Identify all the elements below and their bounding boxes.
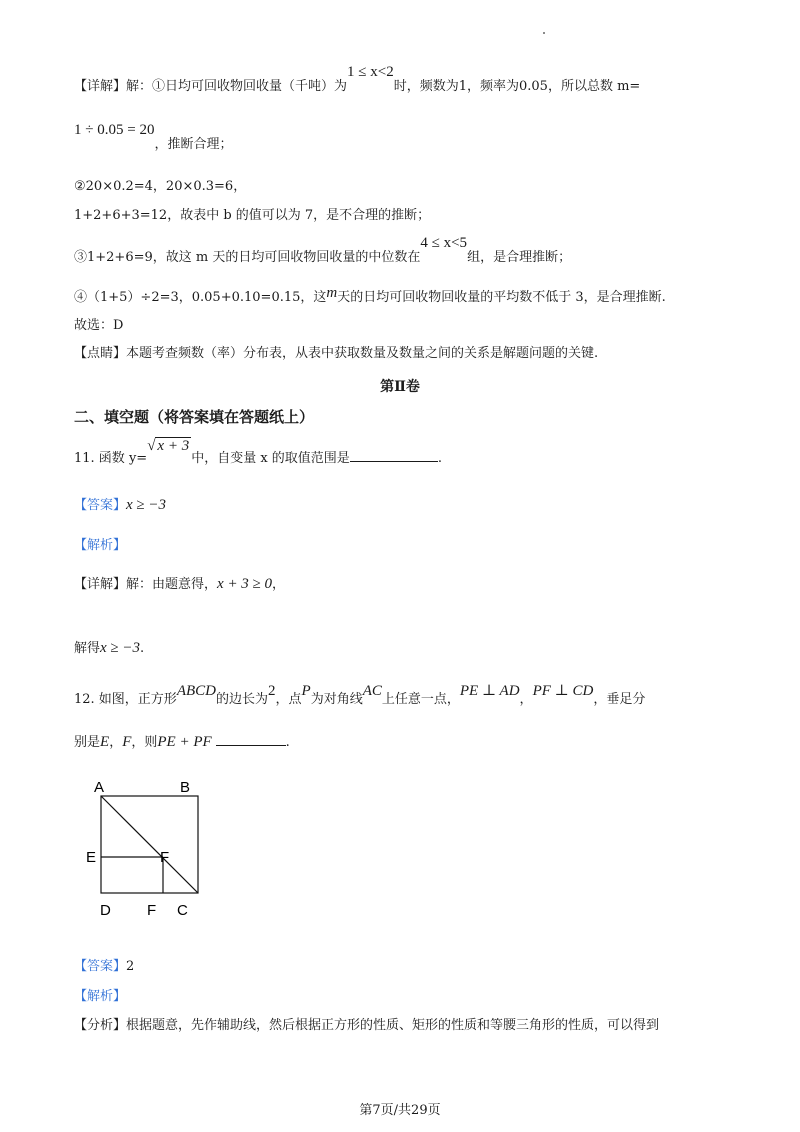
diagonal-ac bbox=[101, 796, 198, 893]
sqrt-expression: √ x + 3 bbox=[147, 438, 190, 454]
point-f-math: F bbox=[122, 734, 132, 750]
q12-text: ， bbox=[109, 735, 123, 750]
answer-tag: 【答案】 bbox=[74, 498, 127, 513]
square-name-math: ABCD bbox=[176, 683, 216, 699]
detail-comma: ， bbox=[272, 577, 286, 592]
solve-text: 解得 bbox=[74, 641, 101, 656]
detail-line-6 bbox=[74, 287, 666, 308]
section-title: 二、填空题（将答案填在答题纸上） bbox=[74, 408, 315, 426]
label-f-mid: F bbox=[160, 849, 170, 866]
q12-analysis-tag: 【解析】 bbox=[74, 989, 127, 1004]
diagonal-math: AC bbox=[362, 683, 382, 699]
range-math: 1 ≤ x<2 bbox=[347, 64, 394, 80]
answer-math: x ≥ −3 bbox=[126, 497, 167, 513]
range-math: 4 ≤ x<5 bbox=[420, 235, 468, 251]
scan-dot bbox=[543, 32, 545, 34]
q12-text: 的边长为 bbox=[215, 692, 268, 707]
detail-text: ④（1+5）÷2=3，0.05+0.10=0.15，这 bbox=[74, 290, 327, 305]
dianjing-line bbox=[74, 344, 598, 364]
question-12-line-1 bbox=[74, 683, 646, 710]
question-11 bbox=[74, 438, 442, 469]
perp-pe-math: PE ⊥ AD bbox=[459, 683, 520, 699]
q11-detail bbox=[74, 574, 285, 595]
q12-fenxi bbox=[74, 1016, 659, 1036]
division-math: 1 ÷ 0.05 = 20 bbox=[74, 122, 155, 138]
detail-text-cont: 组，是合理推断； bbox=[467, 250, 572, 265]
detail-text-cont: 时，频数为1，频率为0.05，所以总数 m= bbox=[393, 79, 641, 94]
fenxi-text: 根据题意，先作辅助线，然后根据正方形的性质、矩形的性质和等腰三角形的性质，可以得到 bbox=[126, 1018, 660, 1033]
detail-text: 解：由题意得， bbox=[126, 577, 218, 592]
detail-line-2 bbox=[74, 122, 233, 155]
side-length-math: 2 bbox=[268, 683, 276, 699]
q11-answer bbox=[74, 495, 166, 516]
q11-solve bbox=[74, 638, 144, 659]
question-12-line-2 bbox=[74, 732, 290, 753]
detail-line-5 bbox=[74, 235, 572, 268]
detail-tag: 【详解】 bbox=[74, 577, 127, 592]
detail-line-4: 1+2+6+3=12，故表中 b 的值可以为 7，是不合理的推断； bbox=[74, 208, 431, 223]
point-p-math: P bbox=[301, 683, 311, 699]
fenxi-tag: 【分析】 bbox=[74, 1018, 127, 1033]
detail-line-1 bbox=[74, 64, 641, 97]
q12-text: ，垂足分 bbox=[593, 692, 646, 707]
solve-math: x ≥ −3 bbox=[100, 640, 141, 656]
inequality-math: x + 3 ≥ 0 bbox=[217, 576, 273, 592]
q12-text: 别是 bbox=[74, 735, 101, 750]
label-b: B bbox=[180, 779, 191, 796]
detail-text: 解：①日均可回收物回收量（千吨）为 bbox=[126, 79, 348, 94]
part-title: 第Ⅱ卷 bbox=[380, 379, 420, 395]
perp-pf-math: PF ⊥ CD bbox=[532, 683, 594, 699]
label-c: C bbox=[177, 902, 188, 919]
detail-text: ③1+2+6=9，故这 m 天的日均可回收物回收量的中位数在 bbox=[74, 250, 421, 265]
detail-tag: 【详解】 bbox=[74, 79, 127, 94]
answer-blank bbox=[350, 449, 438, 462]
q11-end: . bbox=[437, 451, 442, 466]
q12-text: 12. 如图，正方形 bbox=[74, 692, 177, 707]
m-math: m bbox=[326, 285, 338, 301]
q12-text: 为对角线 bbox=[310, 692, 363, 707]
q12-end: . bbox=[285, 735, 290, 750]
sqrt-radicand: x + 3 bbox=[157, 438, 190, 454]
answer-blank bbox=[216, 733, 286, 746]
choice-line: 故选：D bbox=[74, 318, 124, 333]
detail-text: ，推断合理； bbox=[154, 137, 233, 152]
answer-value: 2 bbox=[126, 959, 135, 974]
q11-analysis-tag: 【解析】 bbox=[74, 538, 127, 553]
q12-text: 上任意一点， bbox=[381, 692, 460, 707]
dianjing-text: 本题考查频数（率）分布表，从表中获取数量及数量之间的关系是解题问题的关键. bbox=[126, 346, 599, 361]
detail-line-3: ②20×0.2=4，20×0.3=6， bbox=[74, 179, 247, 194]
answer-tag: 【答案】 bbox=[74, 959, 127, 974]
q12-text: ，则 bbox=[131, 735, 158, 750]
square-figure bbox=[80, 772, 220, 922]
detail-text-cont: 天的日均可回收物回收量的平均数不低于 3，是合理推断. bbox=[337, 290, 666, 305]
q11-text-cont: 中，自变量 x 的取值范围是 bbox=[191, 451, 350, 466]
label-e: E bbox=[86, 849, 97, 866]
label-f-bottom: F bbox=[147, 902, 157, 919]
label-d: D bbox=[100, 902, 111, 919]
page-footer: 第7页/共29页 bbox=[359, 1103, 441, 1118]
label-a: A bbox=[94, 779, 105, 796]
dianjing-tag: 【点睛】 bbox=[74, 346, 127, 361]
q11-text: 11. 函数 y= bbox=[74, 451, 148, 466]
q12-text: ， bbox=[519, 692, 533, 707]
point-e-math: E bbox=[100, 734, 110, 750]
sum-math: PE + PF bbox=[157, 734, 212, 750]
q12-answer bbox=[74, 957, 134, 977]
q12-text: ，点 bbox=[275, 692, 302, 707]
solve-end: . bbox=[140, 641, 145, 656]
